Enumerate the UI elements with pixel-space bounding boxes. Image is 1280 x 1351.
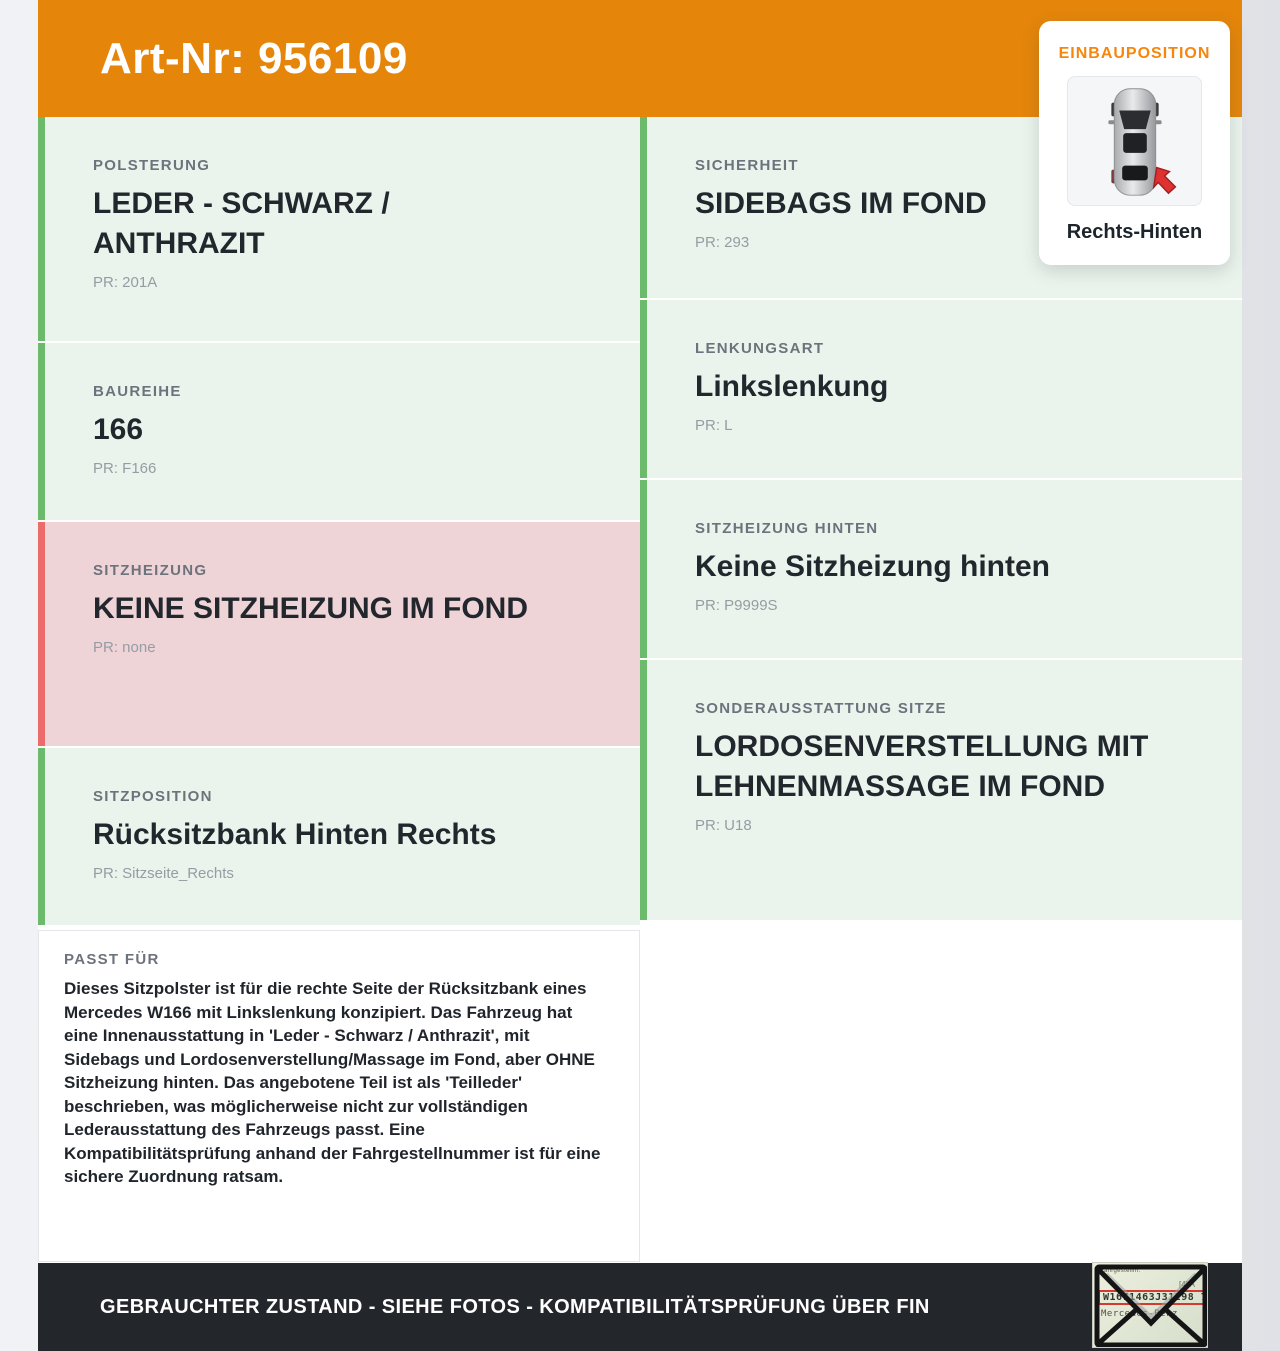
attribute-value: LORDOSENVERSTELLUNG MIT LEHNENMASSAGE IM FOND [695, 730, 1149, 803]
product-card-page [38, 0, 1242, 1351]
attributes-section [38, 117, 1242, 1263]
attributes-column-right [640, 117, 1242, 1263]
attribute-pr-code: PR: F166 [93, 460, 157, 477]
attribute-pr-code: PR: Sitzseite_Rechts [93, 865, 234, 882]
attribute-card-lenkungsart [640, 300, 1242, 478]
attribute-label: SITZHEIZUNG HINTEN [695, 520, 879, 537]
attribute-label: SITZHEIZUNG [93, 562, 208, 579]
attribute-card-sitzposition [38, 748, 640, 925]
fin-plate-envelope-image [1092, 1262, 1208, 1348]
attribute-value: 166 [93, 413, 144, 446]
attribute-value: KEINE SITZHEIZUNG IM FOND [93, 592, 528, 625]
attribute-pr-code: PR: L [695, 417, 733, 434]
attribute-label: BAUREIHE [93, 383, 182, 400]
fin-brand-text: Mercedes-Benz [1101, 1309, 1178, 1319]
attribute-pr-code: PR: 201A [93, 274, 158, 291]
attribute-card-polsterung [38, 117, 640, 341]
fin-plate-label: Fahrgestellnr. [1100, 1268, 1141, 1274]
attribute-value: Rücksitzbank Hinten Rechts [93, 818, 497, 851]
car-position-image-box [1067, 76, 1202, 206]
envelope-icon [1093, 1263, 1208, 1348]
attribute-card-sitzheizung [38, 522, 640, 746]
attribute-pr-code: PR: none [93, 639, 156, 656]
attribute-card-sonderausstattung [640, 660, 1242, 920]
attribute-card-sitzheizung-hinten [640, 480, 1242, 658]
passt-fuer-card [38, 930, 640, 1262]
footer-condition-text: GEBRAUCHTER ZUSTAND - SIEHE FOTOS - KOMPATIBILITÄTSPRÜFUNG ÜBER FIN [100, 1295, 930, 1318]
page-title: Art-Nr: 956109 [100, 33, 408, 83]
einbauposition-card [1039, 21, 1230, 265]
attribute-pr-code: PR: 293 [695, 234, 750, 251]
attribute-pr-code: PR: P9999S [695, 597, 778, 614]
attribute-label: SITZPOSITION [93, 788, 213, 805]
attribute-label: SONDERAUSSTATTUNG SITZE [695, 700, 947, 717]
attributes-column-left [38, 117, 640, 1263]
einbauposition-caption: Rechts-Hinten [1066, 221, 1203, 243]
car-top-view-icon [1068, 76, 1201, 206]
attribute-pr-code: PR: U18 [695, 817, 752, 834]
passt-fuer-text: Dieses Sitzpolster ist für die rechte Seite der Rücksitzbank eines Mercedes W166 mit Linkslenkung konzipiert. Das Fahrzeug hat eine Innenausstattung in 'Leder - Schwarz / Anthrazit', mit Sidebags und Lordosenverstellung/Massage im Fond, aber OHNE Sitzheizung hinten. Das angebotene Teil ist als 'Teilleder' beschrieben, was möglicherweise nicht zur vollständigen Lederausstattung des Fahrzeugs passt. Eine Kompatibilitätsprüfung anhand der Fahrgestellnummer ist für eine sichere Zuordnung ratsam. [64, 979, 601, 1186]
attribute-value: SIDEBAGS IM FOND [695, 187, 987, 220]
attribute-value: Linkslenkung [695, 370, 889, 403]
fin-plate-mark: [4] A [1178, 1280, 1195, 1289]
attribute-label: POLSTERUNG [93, 157, 211, 174]
passt-fuer-label: PASST FÜR [64, 951, 160, 968]
einbauposition-label: EINBAUPOSITION [1058, 45, 1211, 62]
attribute-label: SICHERHEIT [695, 157, 799, 174]
attribute-label: LENKUNGSART [695, 340, 825, 357]
attribute-value: Keine Sitzheizung hinten [695, 550, 1051, 583]
attribute-card-baureihe [38, 343, 640, 520]
red-arrow-icon [1154, 168, 1176, 194]
attribute-value: LEDER - SCHWARZ / ANTHRAZIT [93, 187, 390, 260]
footer-bar [38, 1263, 1242, 1351]
fin-vin-highlight: W1671463J31298 7 [1098, 1290, 1208, 1305]
